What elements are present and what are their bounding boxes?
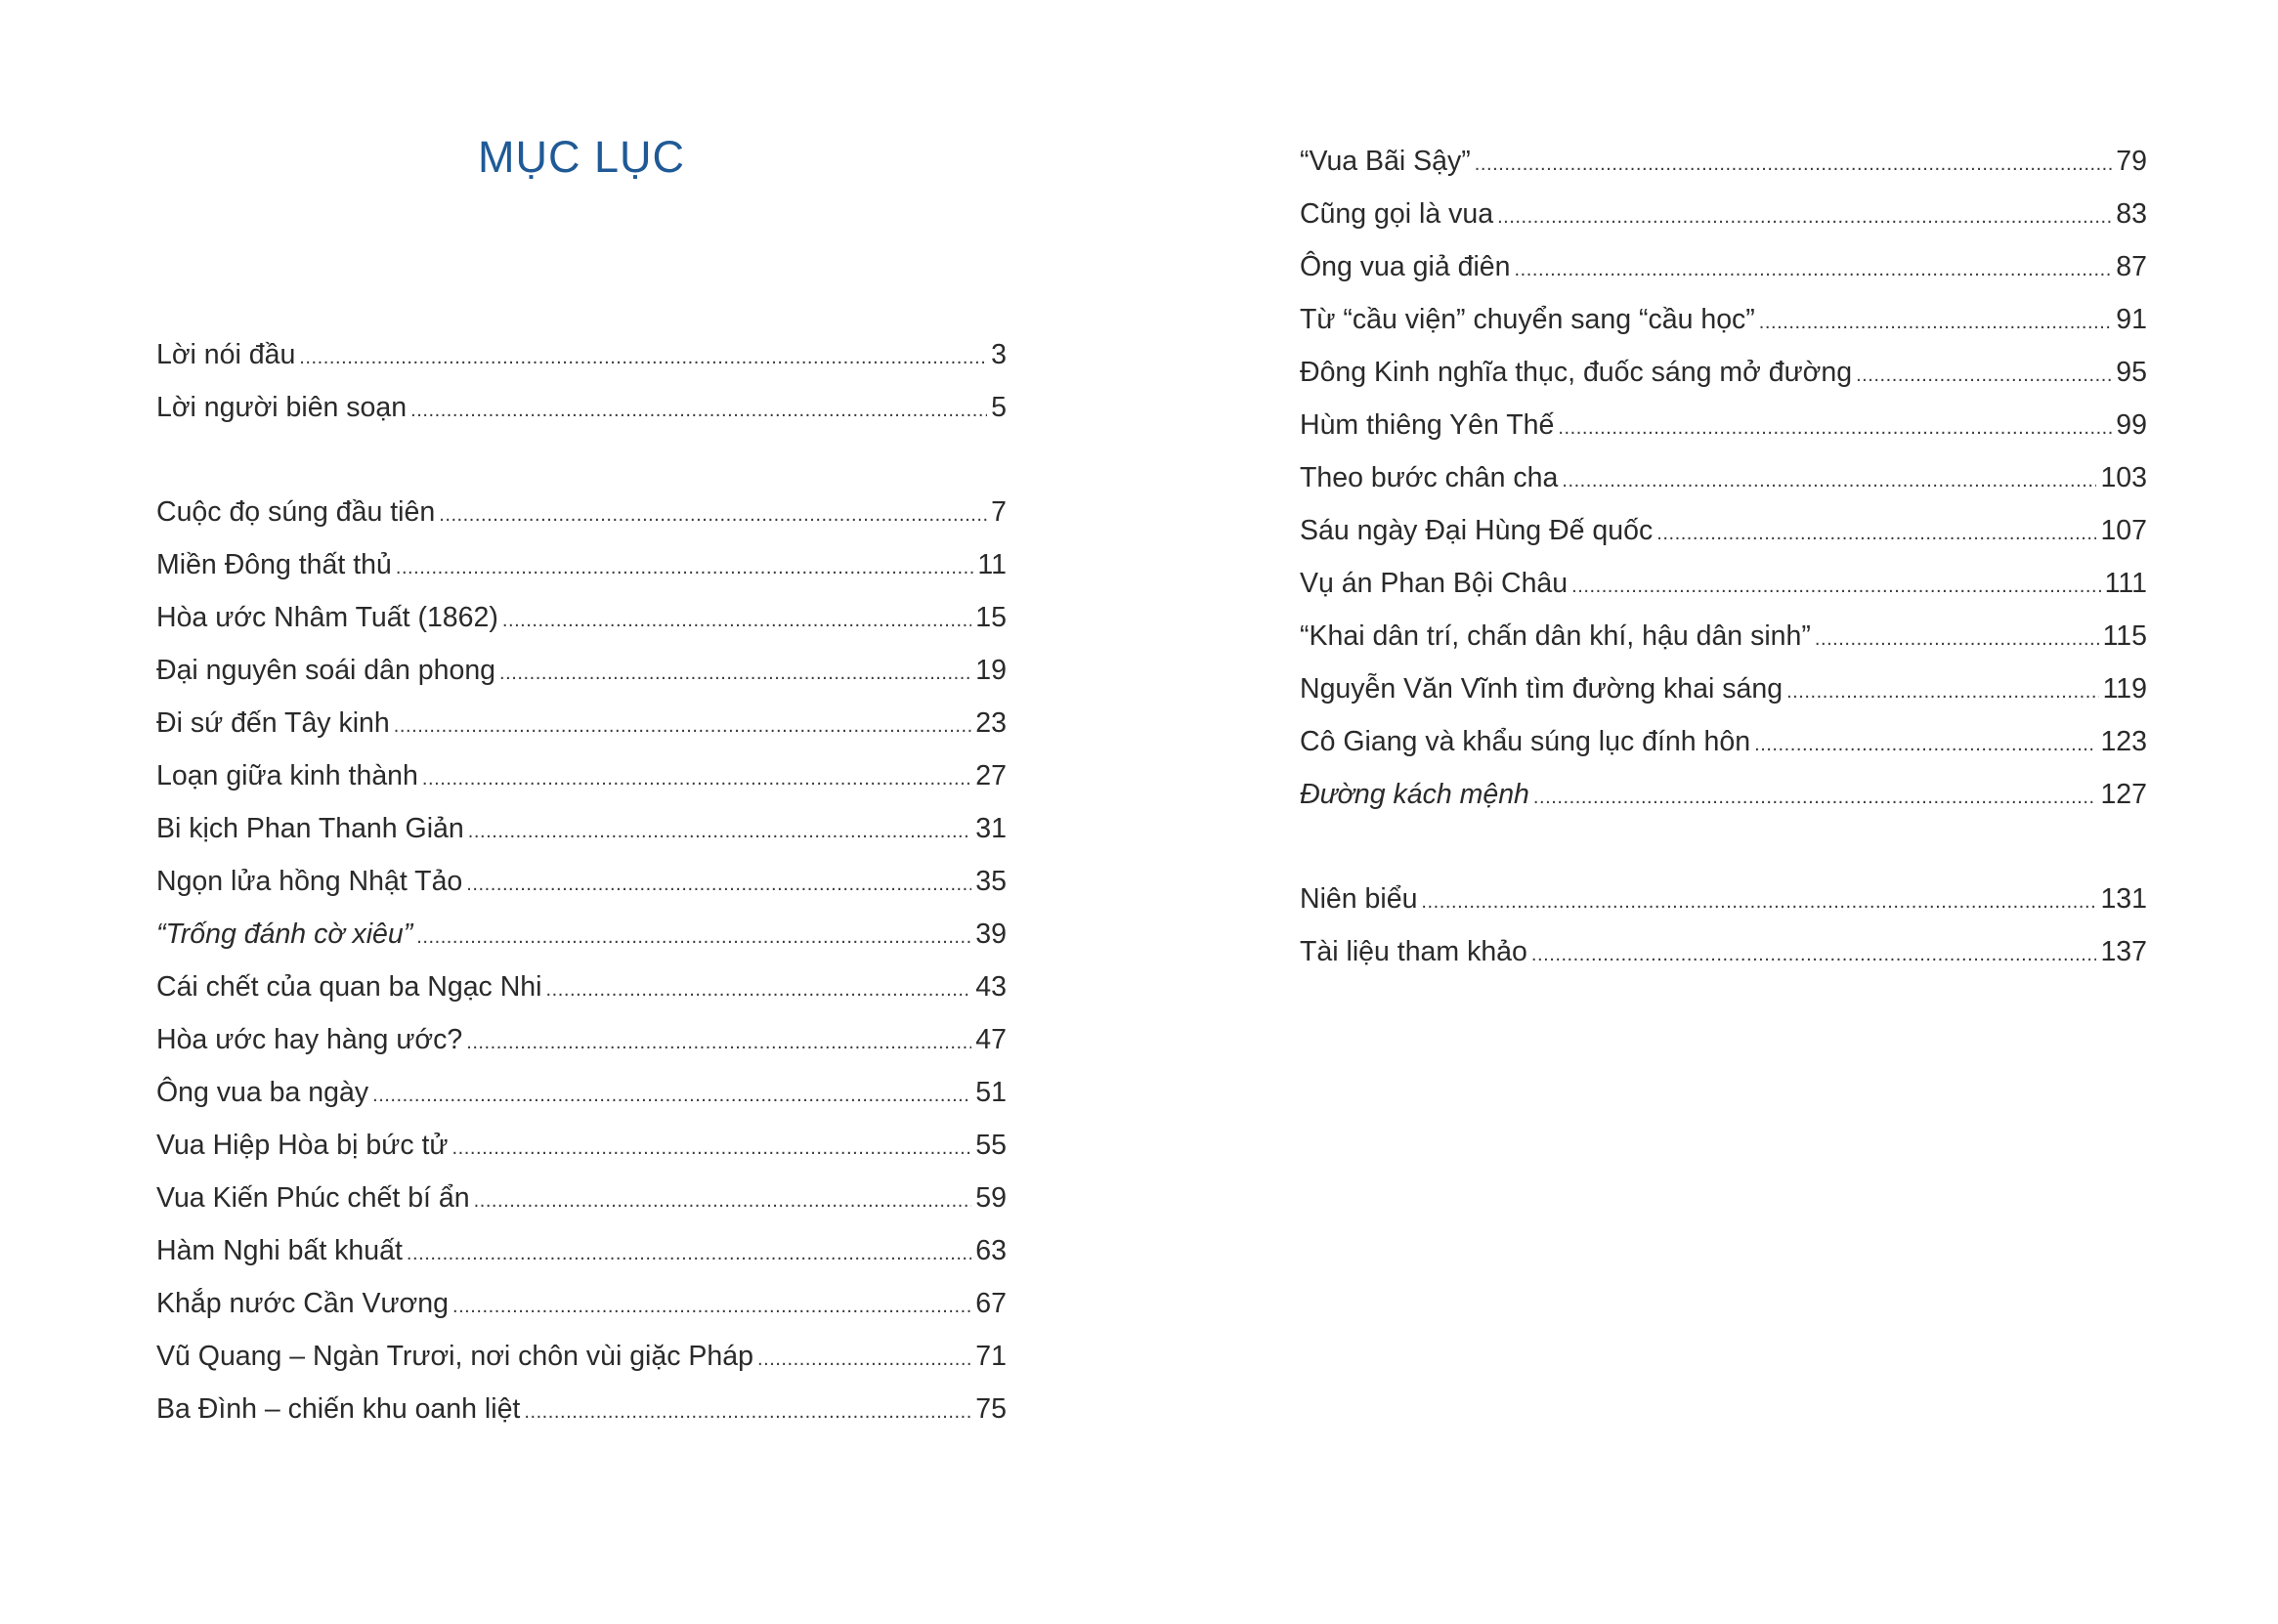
toc-entry-page: 63 [975, 1235, 1007, 1266]
toc-entry-page: 95 [2116, 357, 2147, 388]
toc-entry[interactable] [156, 961, 1007, 1013]
toc-entry-page: 47 [975, 1024, 1007, 1055]
dot-leader [1656, 507, 2096, 560]
dot-leader [1754, 718, 2096, 771]
toc-entry-title: Hòa ước hay hàng ước? [156, 1024, 463, 1055]
toc-entry-page: 111 [2104, 568, 2147, 599]
toc-entry[interactable] [156, 1013, 1007, 1066]
toc-entry-title: “Trống đánh cờ xiêu” [156, 919, 413, 950]
toc-entry-page: 119 [2102, 673, 2147, 705]
toc-entry[interactable] [1300, 768, 2147, 821]
toc-entry[interactable] [1300, 240, 2147, 293]
toc-entry-page: 103 [2100, 462, 2147, 493]
toc-entry-page: 91 [2116, 304, 2147, 335]
dot-leader [757, 1333, 971, 1386]
toc-entry-page: 27 [975, 760, 1007, 791]
toc-entry-title: Khắp nước Cần Vương [156, 1288, 449, 1319]
toc-entry-title: Loạn giữa kinh thành [156, 760, 418, 791]
toc-entry-title: Cô Giang và khẩu súng lục đính hôn [1300, 726, 1751, 757]
toc-entry[interactable] [156, 644, 1007, 697]
dot-leader [410, 384, 987, 437]
toc-entry-title: Vụ án Phan Bội Châu [1300, 568, 1569, 599]
toc-entry-page: 39 [975, 919, 1007, 950]
toc-entry-page: 127 [2100, 779, 2147, 810]
toc-entry-title: Vũ Quang – Ngàn Trươi, nơi chôn vùi giặc Pháp [156, 1341, 753, 1372]
dot-leader [524, 1386, 971, 1438]
dot-leader [468, 805, 972, 858]
toc-entry-title: “Khai dân trí, chấn dân khí, hậu dân sinh” [1300, 620, 1811, 652]
toc-entry[interactable] [1300, 135, 2147, 188]
toc-entry-title: Cái chết của quan ba Ngạc Nhi [156, 971, 542, 1003]
toc-entry-page: 123 [2100, 726, 2147, 757]
toc-entry-title: Đi sứ đến Tây kinh [156, 707, 390, 739]
page-title: MỤC LỤC [477, 132, 685, 182]
toc-entry-title: Hàm Nghi bất khuất [156, 1235, 403, 1266]
toc-entry[interactable] [156, 855, 1007, 908]
toc-entry-title: Cuộc đọ súng đầu tiên [156, 496, 436, 528]
toc-entry[interactable] [156, 1172, 1007, 1224]
toc-entry-title: Ông vua giả điên [1300, 251, 1511, 282]
dot-leader [1815, 613, 2099, 665]
toc-entry-page: 19 [975, 655, 1007, 686]
toc-entry-title: Cũng gọi là vua [1300, 198, 1494, 230]
toc-entry-title: Tài liệu tham khảo [1300, 936, 1527, 967]
toc-entry[interactable] [1300, 610, 2147, 662]
toc-entry-page: 43 [975, 971, 1007, 1003]
toc-entry-page: 115 [2102, 620, 2147, 652]
dot-leader [474, 1175, 972, 1227]
dot-leader [452, 1122, 972, 1175]
toc-entry[interactable] [1300, 504, 2147, 557]
toc-entry-page: 35 [975, 866, 1007, 897]
toc-entry-page: 59 [975, 1182, 1007, 1214]
toc-entry[interactable] [156, 328, 1007, 381]
dot-leader [439, 489, 987, 541]
toc-entry[interactable] [156, 591, 1007, 644]
toc-entry-title: Ngọn lửa hồng Nhật Tảo [156, 866, 463, 897]
dot-leader [407, 1227, 971, 1280]
toc-entry[interactable] [156, 486, 1007, 538]
toc-entry[interactable] [156, 1383, 1007, 1435]
toc-left-column [156, 328, 1007, 1435]
toc-entry-page: 7 [991, 496, 1007, 528]
toc-entry-page: 15 [975, 602, 1007, 633]
toc-entry-page: 79 [2116, 146, 2147, 177]
toc-entry-title: Ông vua ba ngày [156, 1077, 369, 1108]
dot-leader [466, 858, 971, 911]
toc-entry-page: 71 [975, 1341, 1007, 1372]
toc-entry-title: Lời nói đầu [156, 339, 296, 370]
dot-leader [1562, 454, 2096, 507]
toc-entry-title: Bi kịch Phan Thanh Giản [156, 813, 464, 844]
toc-entry[interactable] [1300, 188, 2147, 240]
toc-entry-page: 87 [2116, 251, 2147, 282]
toc-entry[interactable] [1300, 557, 2147, 610]
toc-entry-page: 99 [2116, 409, 2147, 441]
dot-leader [1571, 560, 2101, 613]
dot-leader [396, 541, 974, 594]
toc-chapters-left [156, 486, 1007, 1435]
dot-leader [372, 1069, 971, 1122]
toc-entry[interactable] [156, 802, 1007, 855]
dot-leader [499, 647, 971, 700]
dot-leader [299, 331, 987, 384]
toc-entry-page: 55 [975, 1130, 1007, 1161]
toc-back-matter [1300, 873, 2147, 978]
toc-entry[interactable] [156, 908, 1007, 961]
toc-entry[interactable] [1300, 873, 2147, 925]
dot-leader [452, 1280, 971, 1333]
toc-entry-title: “Vua Bãi Sậy” [1300, 146, 1471, 177]
toc-entry-title: Đông Kinh nghĩa thục, đuốc sáng mở đường [1300, 357, 1853, 388]
toc-entry-page: 11 [977, 549, 1007, 580]
dot-leader [1475, 138, 2113, 191]
dot-leader [502, 594, 971, 647]
dot-leader [416, 911, 971, 963]
toc-entry[interactable] [1300, 662, 2147, 715]
dot-leader [466, 1016, 971, 1069]
dot-leader [1558, 402, 2112, 454]
toc-entry-title: Hòa ước Nhâm Tuất (1862) [156, 602, 498, 633]
toc-entry[interactable] [1300, 925, 2147, 978]
toc-entry[interactable] [1300, 715, 2147, 768]
toc-front-matter [156, 328, 1007, 434]
toc-entry-page: 23 [975, 707, 1007, 739]
dot-leader [394, 700, 972, 752]
toc-entry-page: 83 [2116, 198, 2147, 230]
toc-entry-page: 137 [2100, 936, 2147, 967]
toc-entry-page: 51 [975, 1077, 1007, 1108]
toc-entry[interactable] [156, 381, 1007, 434]
toc-entry-page: 31 [975, 813, 1007, 844]
toc-right-column [1300, 135, 2147, 978]
dot-leader [1421, 876, 2096, 928]
toc-entry-title: Vua Kiến Phúc chết bí ẩn [156, 1182, 470, 1214]
toc-entry[interactable] [156, 697, 1007, 749]
toc-entry-title: Từ “cầu viện” chuyển sang “cầu học” [1300, 304, 1755, 335]
toc-entry-title: Lời người biên soạn [156, 392, 408, 423]
toc-entry-title: Đại nguyên soái dân phong [156, 655, 496, 686]
toc-entry-page: 107 [2100, 515, 2147, 546]
toc-entry[interactable] [156, 538, 1007, 591]
toc-entry[interactable] [156, 1066, 1007, 1119]
toc-entry[interactable] [156, 1330, 1007, 1383]
dot-leader [1515, 243, 2113, 296]
toc-entry-page: 131 [2100, 883, 2147, 915]
toc-entry[interactable] [1300, 293, 2147, 346]
toc-entry-title: Miền Đông thất thủ [156, 549, 392, 580]
dot-leader [1786, 665, 2099, 718]
toc-entry[interactable] [156, 1119, 1007, 1172]
toc-entry[interactable] [156, 1277, 1007, 1330]
toc-entry[interactable] [1300, 451, 2147, 504]
dot-leader [546, 963, 972, 1016]
toc-entry[interactable] [1300, 346, 2147, 399]
dot-leader [422, 752, 971, 805]
toc-entry-title: Ba Đình – chiến khu oanh liệt [156, 1393, 521, 1425]
toc-entry[interactable] [1300, 399, 2147, 451]
toc-entry-page: 67 [975, 1288, 1007, 1319]
toc-entry-title: Niên biểu [1300, 883, 1418, 915]
dot-leader [1531, 928, 2097, 981]
toc-entry-page: 5 [991, 392, 1007, 423]
dot-leader [1497, 191, 2112, 243]
dot-leader [1759, 296, 2113, 349]
toc-entry-title: Vua Hiệp Hòa bị bức tử [156, 1130, 449, 1161]
toc-entry-title: Hùm thiêng Yên Thế [1300, 409, 1555, 441]
dot-leader [1856, 349, 2112, 402]
toc-entry-title: Đường kách mệnh [1300, 779, 1529, 810]
toc-entry-page: 3 [991, 339, 1007, 370]
toc-entry[interactable] [156, 749, 1007, 802]
toc-entry[interactable] [156, 1224, 1007, 1277]
toc-entry-page: 75 [975, 1393, 1007, 1425]
dot-leader [1533, 771, 2097, 824]
toc-entry-title: Theo bước chân cha [1300, 462, 1559, 493]
toc-entry-title: Sáu ngày Đại Hùng Đế quốc [1300, 515, 1654, 546]
toc-chapters-right [1300, 135, 2147, 821]
toc-entry-title: Nguyễn Văn Vĩnh tìm đường khai sáng [1300, 673, 1784, 705]
